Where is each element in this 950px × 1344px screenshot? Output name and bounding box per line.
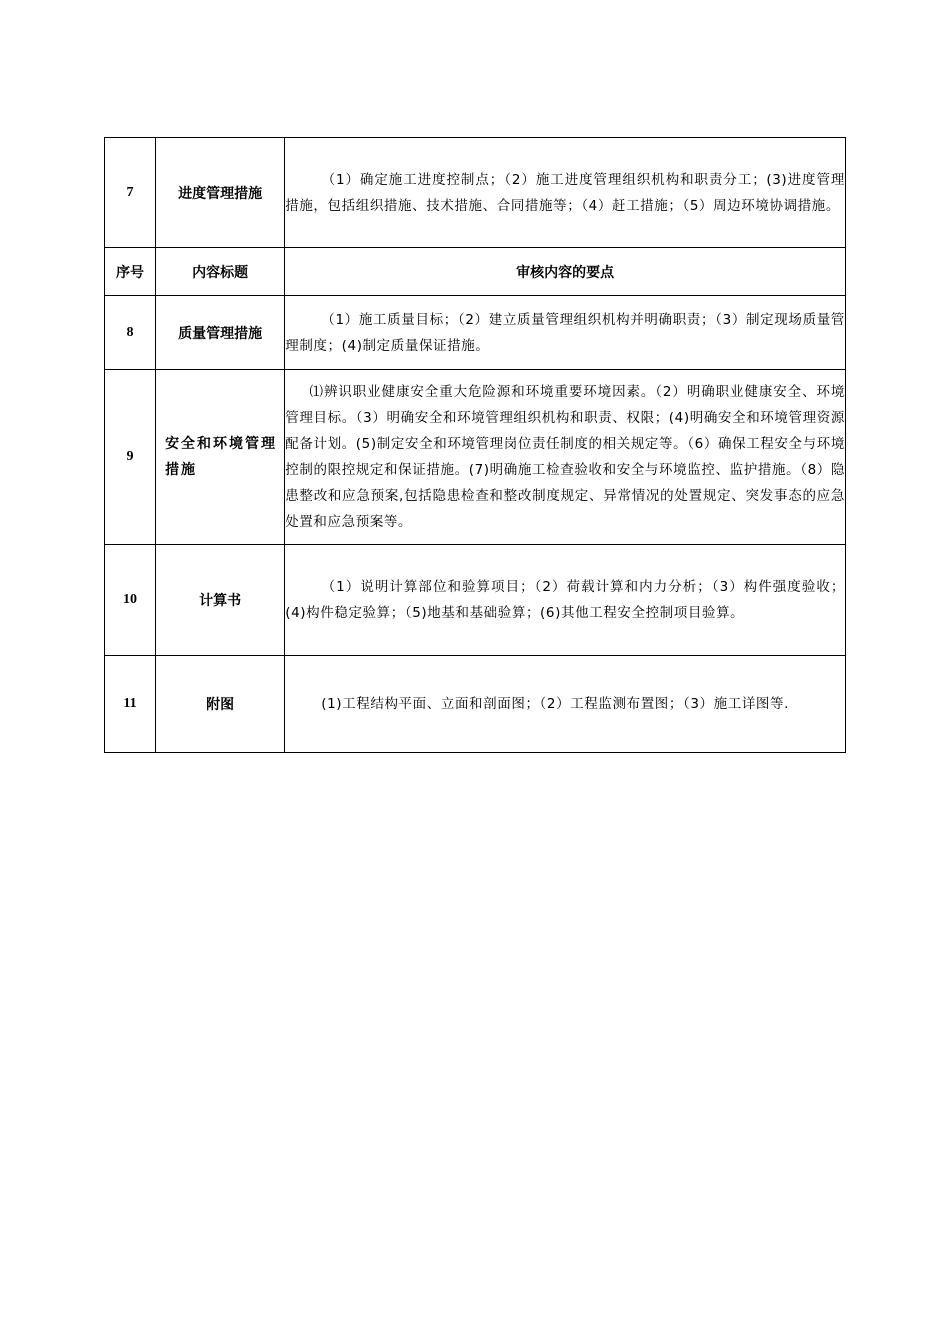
row-title: 安全和环境管理措施: [156, 370, 285, 545]
row-content-cell: [285, 545, 846, 656]
row-content-cell: [285, 370, 846, 545]
row-number: 8: [105, 296, 156, 370]
row-number: 10: [105, 545, 156, 656]
row-content: （1）确定施工进度控制点；（2）施工进度管理组织机构和职责分工；(3)进度管理措施，包括组织措施、技术措施、合同措施等；（4）赶工措施；（5）周边环境协调措施。: [285, 171, 845, 214]
row-number: 11: [105, 656, 156, 753]
row-content-cell: [285, 656, 846, 753]
row-content-cell: [285, 138, 846, 248]
row-title: 进度管理措施: [156, 138, 285, 248]
row-title: 计算书: [156, 545, 285, 656]
row-content-cell: [285, 296, 846, 370]
table-row: [105, 370, 846, 545]
review-table: [104, 137, 846, 753]
table-row: [105, 656, 846, 753]
row-content: （1）施工质量目标；（2）建立质量管理组织机构并明确职责；（3）制定现场质量管理制度；(4)制定质量保证措施。: [285, 311, 845, 354]
row-title: 质量管理措施: [156, 296, 285, 370]
table-row: [105, 138, 846, 248]
row-number: 9: [105, 370, 156, 545]
header-title: 内容标题: [156, 248, 285, 296]
row-title: 附图: [156, 656, 285, 753]
header-no: 序号: [105, 248, 156, 296]
table-header-row: [105, 248, 846, 296]
header-content: 审核内容的要点: [285, 248, 846, 296]
row-content: ⑴辨识职业健康安全重大危险源和环境重要环境因素。（2）明确职业健康安全、环境管理目标。（3）明确安全和环境管理组织机构和职责、权限；(4)明确安全和环境管理资源配备计划。(5)制定安全和环境管理岗位责任制度的相关规定等。（6）确保工程安全与环境控制的限控规定和保证措施。(7)明确施工检查验收和安全与环境监控、监护措施。（8）隐患整改和应急预案,包括隐患检查和整改制度规定、异常情况的处置规定、突发事态的应急处置和应急预案等。: [285, 384, 845, 530]
table-row: [105, 545, 846, 656]
row-content: （1）说明计算部位和验算项目；（2）荷载计算和内力分析；（3）构件强度验收；(4)构件稳定验算；（5)地基和基础验算；(6)其他工程安全控制项目验算。: [285, 579, 845, 621]
row-number: 7: [105, 138, 156, 248]
table-row: [105, 296, 846, 370]
row-content: (1)工程结构平面、立面和剖面图；（2）工程监测布置图；（3）施工详图等.: [321, 696, 790, 712]
